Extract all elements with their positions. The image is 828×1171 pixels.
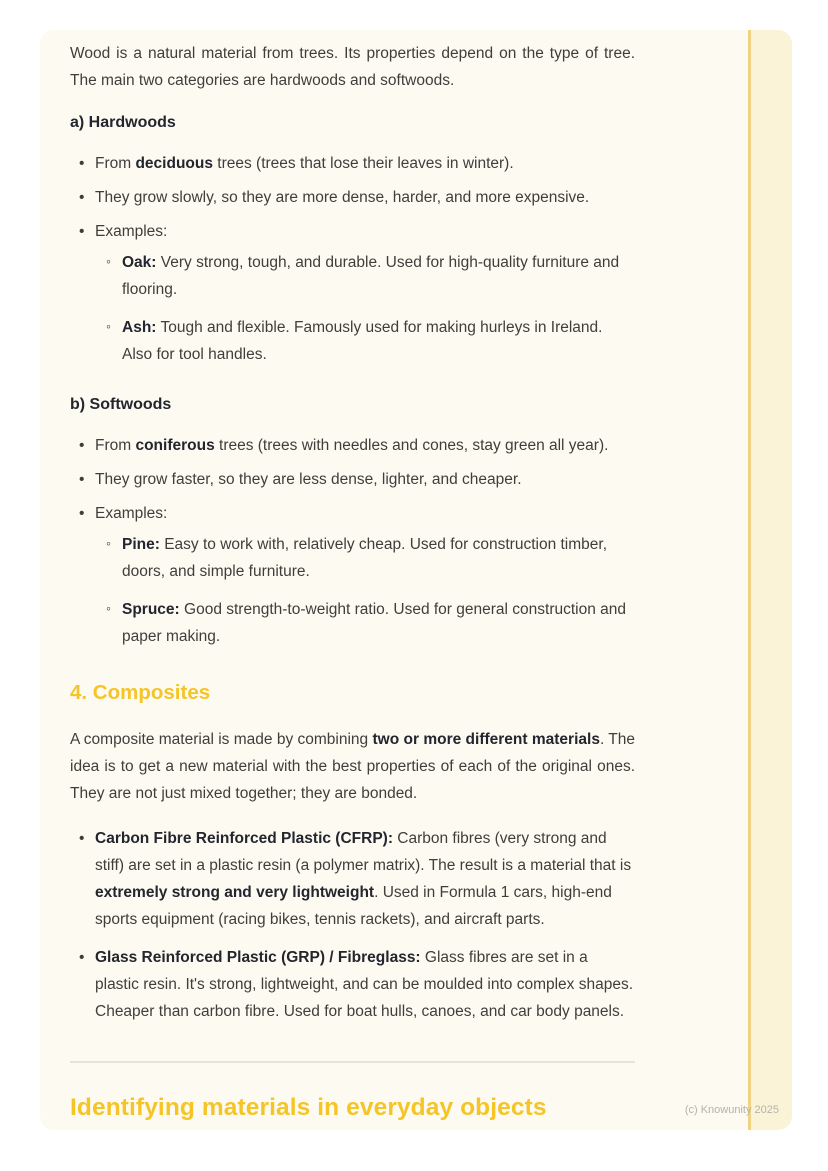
softwoods-heading: b) Softwoods xyxy=(70,396,172,413)
intro-paragraph: Wood is a natural material from trees. Its properties depend on the type of tree. The main two categories are hardwoods and softwoods. xyxy=(70,45,635,89)
list-item: • They grow faster, so they are less dense, lighter, and cheaper. xyxy=(95,466,635,493)
composites-heading: 4. Composites xyxy=(70,681,211,704)
list-item-text: Examples: xyxy=(95,505,168,522)
section-divider xyxy=(70,1061,635,1063)
list-item: • From deciduous trees (trees that lose their leaves in winter). xyxy=(95,150,635,177)
list-item: • Carbon Fibre Reinforced Plastic (CFRP): Carbon fibres (very strong and stiff) are set in a plastic resin (a polymer matrix). The result is a material that is extremely strong and very lightweight. Used in Formula 1 cars, high-end sports equipment (racing bikes, tennis rackets), and aircraft parts. xyxy=(95,825,635,933)
list-item: ◦ Spruce: Good strength-to-weight ratio. Used for general construction and paper making. xyxy=(122,596,635,650)
list-item: ◦ Oak: Very strong, tough, and durable. Used for high-quality furniture and flooring. xyxy=(122,249,635,303)
document-sheet xyxy=(40,30,792,1130)
composites-paragraph: A composite material is made by combining two or more different materials. The idea is to get a new material with the best properties of each of the original ones. They are not just mixed together; they are bonded. xyxy=(70,731,636,802)
softwoods-list xyxy=(70,432,635,650)
list-item: ◦ Pine: Easy to work with, relatively cheap. Used for construction timber, doors, and simple furniture. xyxy=(122,531,635,585)
list-item: • They grow slowly, so they are more dense, harder, and more expensive. xyxy=(95,184,635,211)
softwoods-examples-list xyxy=(95,531,635,650)
document-content xyxy=(70,40,635,1123)
hardwoods-list xyxy=(70,150,635,368)
composites-list xyxy=(70,825,635,1025)
page-edge-strip xyxy=(748,30,792,1130)
hardwoods-heading: a) Hardwoods xyxy=(70,114,176,131)
list-item: • Glass Reinforced Plastic (GRP) / Fibreglass: Glass fibres are set in a plastic resin. It's strong, lightweight, and can be moulded into complex shapes. Cheaper than carbon fibre. Used for boat hulls, canoes, and car body panels. xyxy=(95,944,635,1025)
list-item: • From coniferous trees (trees with needles and cones, stay green all year). xyxy=(95,432,635,459)
copyright-watermark: (c) Knowunity 2025 xyxy=(684,1104,779,1116)
list-item-text: Examples: xyxy=(95,223,168,240)
list-item: ◦ Ash: Tough and flexible. Famously used for making hurleys in Ireland. Also for tool handles. xyxy=(122,314,635,368)
list-item xyxy=(95,218,635,368)
next-section-heading: Identifying materials in everyday objects xyxy=(70,1094,547,1121)
hardwoods-examples-list xyxy=(95,249,635,368)
list-item xyxy=(95,500,635,650)
